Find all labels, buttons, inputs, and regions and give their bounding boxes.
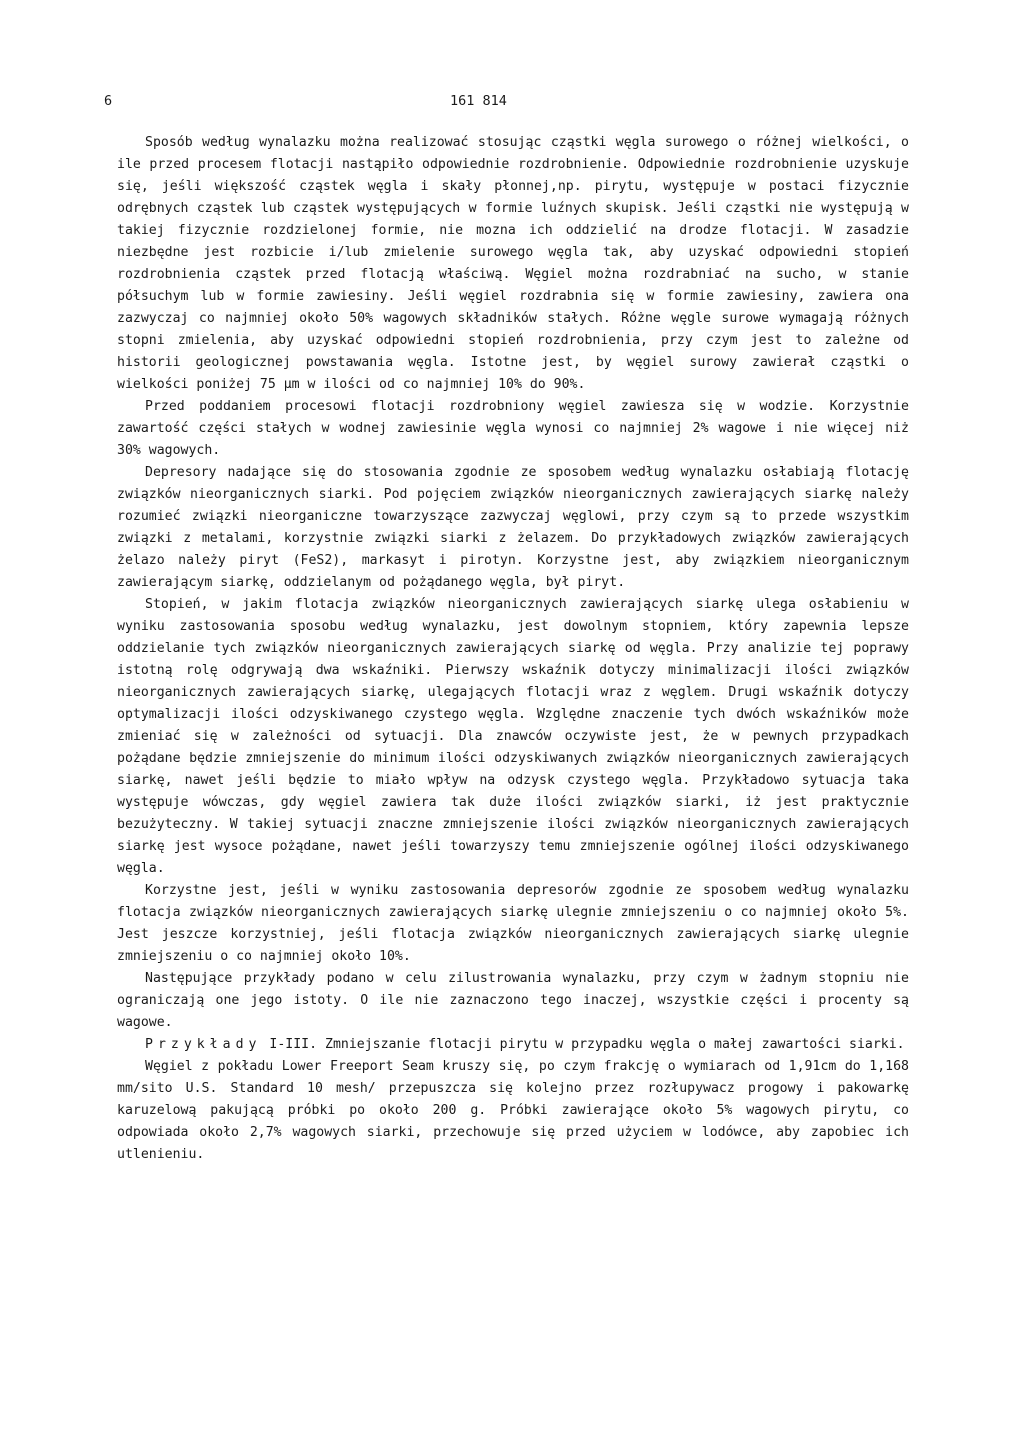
example-title: I-III. Zmniejszanie flotacji pirytu w przypadku węgla o małej zawartości siarki. (269, 1037, 905, 1052)
paragraph-3: Depresory nadające się do stosowania zgodnie ze sposobem według wynalazku osłabiają flotację związków nieorganicznych siarki. Pod pojęciem związków nieorganicznych zawierających siarkę należy rozumieć związki nieorganiczne towarzyszące zazwyczaj węglowi, przy czym są to przede wszystkim związki z metalami, korzystnie związki siarki z żelazem. Do przykładowych związków zawierających żelazo należy piryt (FeS2), markasyt i pirotyn. Korzystne jest, aby związkiem nieorganicznym zawierającym siarkę, oddzielanym od pożądanego węgla, był piryt. (117, 465, 909, 590)
paragraph-2: Przed poddaniem procesowi flotacji rozdrobniony węgiel zawiesza się w wodzie. Korzystnie zawartość części stałych w wodnej zawiesinie węgla wynosi co najmniej 2% wagowe i nie więcej niż 30% wagowych. (117, 399, 909, 458)
paragraph-4: Stopień, w jakim flotacja związków nieorganicznych zawierających siarkę ulega osłabieniu w wyniku zastosowania sposobu według wynalazku, jest dowolnym stopniem, który zapewnia lepsze oddzielanie tych związków nieorganicznych zawierających siarkę od węgla. Przy analizie tej poprawy istotną rolę odgrywają dwa wskaźniki. Pierwszy wskaźnik dotyczy minimalizacji ilości związków nieorganicznych zawierających siarkę, ulegających flotacji wraz z węglem. Drugi wskaźnik dotyczy optymalizacji ilości odzyskiwanego czystego węgla. Względne znaczenie tych dwóch wskaźników może zmieniać się w zależności od sytuacji. Dla znawców oczywiste jest, że w pewnych przypadkach pożądane będzie zmniejszenie do minimum ilości odzyskiwanych związków nieorganicznych zawierających siarkę, nawet jeśli będzie to miało wpływ na odzysk czystego węgla. Przykładowo sytuacja taka występuje wówczas, gdy węgiel zawiera tak duże ilości związków siarki, iż jest praktycznie bezużyteczny. W takiej sytuacji znaczne zmniejszenie ilości związków nieorganicznych zawierających siarkę jest wysoce pożądane, nawet jeśli towarzyszy temu zmniejszenie ogólnej ilości odzyskiwanego węgla. (117, 597, 909, 876)
example-label: Przykłady (145, 1037, 262, 1052)
page-header (104, 93, 909, 117)
paragraph-7: Węgiel z pokładu Lower Freeport Seam kruszy się, po czym frakcję o wymiarach od 1,91cm do 1,168 mm/sito U.S. Standard 10 mesh/ przepuszcza się kolejno przez rozłupywacz progowy i pakowarkę karuzelową pakującą próbki po około 200 g. Próbki zawierające około 5% wagowych pirytu, co odpowiada około 2,7% wagowych siarki, przechowuje się przed użyciem w lodówce, aby zapobiec ich utlenieniu. (117, 1059, 909, 1162)
page-number: 6 (104, 93, 113, 109)
patent-number: 161 814 (450, 93, 507, 109)
paragraph-5: Korzystne jest, jeśli w wyniku zastosowania depresorów zgodnie ze sposobem według wynalazku flotacja związków nieorganicznych zawierających siarkę ulegnie zmniejszeniu o co najmniej około 5%. Jest jeszcze korzystniej, jeśli flotacja związków nieorganicznych zawierających siarkę ulegnie zmniejszeniu o co najmniej około 10%. (117, 883, 909, 964)
paragraph-6: Następujące przykłady podano w celu zilustrowania wynalazku, przy czym w żadnym stopniu nie ograniczają one jego istoty. O ile nie zaznaczono tego inaczej, wszystkie części i procenty są wagowe. (117, 971, 909, 1030)
paragraph-1: Sposób według wynalazku można realizować stosując cząstki węgla surowego o różnej wielkości, o ile przed procesem flotacji nastąpiło odpowiednie rozdrobnienie. Odpowiednie rozdrobnienie uzyskuje się, jeśli większość cząstek węgla i skały płonnej,np. pirytu, występuje w postaci fizycznie odrębnych cząstek lub cząstek występujących w formie luźnych skupisk. Jeśli cząstki nie występują w takiej fizycznie rozdzielonej formie, nie mozna ich oddzielić na drodze flotacji. W zasadzie niezbędne jest rozbicie i/lub zmielenie surowego węgla tak, aby uzyskać odpowiedni stopień rozdrobnienia cząstek przed flotacją właściwą. Węgiel można rozdrabniać na sucho, w stanie półsuchym lub w formie zawiesiny. Jeśli węgiel rozdrabnia się w formie zawiesiny, zawiera ona zazwyczaj co najmniej około 50% wagowych składników stałych. Różne węgle surowe wymagają różnych stopni zmielenia, aby uzyskać odpowiedni stopień rozdrobnienia, przy czym jest to zależne od historii geologicznej powstawania węgla. Istotne jest, by węgiel surowy zawierał cząstki o wielkości poniżej 75 µm w ilości od co najmniej 10% do 90%. (117, 135, 909, 392)
body-text (117, 132, 909, 1166)
example-heading (117, 1034, 909, 1056)
